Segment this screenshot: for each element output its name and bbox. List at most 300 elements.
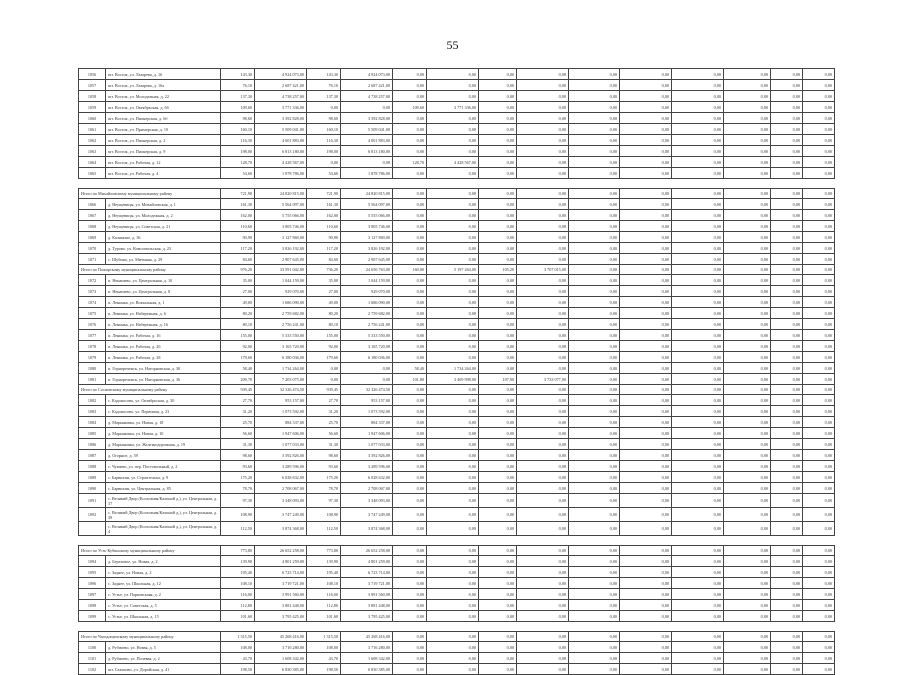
value-cell: 0,00 xyxy=(517,124,569,135)
value-cell: 0,00 xyxy=(803,80,835,91)
value-cell: 0,00 xyxy=(569,472,620,483)
value-cell: 0,00 xyxy=(803,102,835,113)
value-cell: 0,00 xyxy=(771,395,803,406)
value-cell: 0,00 xyxy=(620,69,672,80)
value-cell: 0,00 xyxy=(803,91,835,102)
value-cell: 0,00 xyxy=(569,168,620,179)
value-cell: 0,00 xyxy=(672,406,724,417)
value-cell: 2 708 067,00 xyxy=(255,483,307,494)
value-cell: 0,00 xyxy=(427,135,479,146)
value-cell: 6 028 632,00 xyxy=(255,472,307,483)
value-cell: 1 608 342,00 xyxy=(255,653,307,664)
value-cell: 0,00 xyxy=(517,417,569,428)
value-cell: 0,00 xyxy=(803,406,835,417)
total-cell: 0,00 xyxy=(724,632,771,642)
value-cell: 76,10 xyxy=(307,80,341,91)
value-cell: 155,00 xyxy=(307,330,341,341)
value-cell: 0,00 xyxy=(620,664,672,675)
value-cell: 0,00 xyxy=(803,363,835,374)
total-cell: 0,00 xyxy=(569,546,620,556)
value-cell: 0,00 xyxy=(517,589,569,600)
value-cell: 0,00 xyxy=(307,157,341,168)
value-cell: 0,00 xyxy=(427,494,479,508)
value-cell: 0,00 xyxy=(724,395,771,406)
value-cell: 0,00 xyxy=(479,417,517,428)
value-cell: 0,00 xyxy=(724,124,771,135)
value-cell: 0,00 xyxy=(803,330,835,341)
table-row xyxy=(79,395,835,406)
table-row xyxy=(79,556,835,567)
value-cell: 5 333 550,00 xyxy=(341,330,393,341)
value-cell: 0,00 xyxy=(517,330,569,341)
value-cell: 0,00 xyxy=(427,653,479,664)
value-cell: 0,00 xyxy=(803,275,835,286)
address-cell: с. Великий Двор (Колхозная/Калиной д.), ул. Центральная, д. 37 xyxy=(106,494,221,508)
value-cell: 0,00 xyxy=(672,157,724,168)
value-cell: 0,00 xyxy=(803,417,835,428)
value-cell: 0,00 xyxy=(620,483,672,494)
address-cell: шт. Восток, ул. Октябрьская, д. 6б xyxy=(106,102,221,113)
value-cell: 0,00 xyxy=(803,308,835,319)
value-cell: 0,00 xyxy=(620,113,672,124)
value-cell: 35,00 xyxy=(307,275,341,286)
value-cell: 0,00 xyxy=(427,589,479,600)
total-cell: 0,00 xyxy=(427,189,479,199)
value-cell: 0,00 xyxy=(517,600,569,611)
value-cell: 0,00 xyxy=(517,275,569,286)
value-cell: 0,00 xyxy=(517,199,569,210)
table-row xyxy=(79,417,835,428)
total-cell: 0,00 xyxy=(724,265,771,275)
value-cell: 0,00 xyxy=(427,439,479,450)
total-cell: 0,00 xyxy=(517,385,569,395)
total-cell: 0,00 xyxy=(479,385,517,395)
value-cell: 0,00 xyxy=(569,374,620,385)
value-cell: 0,00 xyxy=(672,124,724,135)
value-cell: 0,00 xyxy=(803,600,835,611)
value-cell: 0,00 xyxy=(479,653,517,664)
address-cell: п. Ненашево, ул. Центральная, д. 10 xyxy=(106,275,221,286)
value-cell: 0,00 xyxy=(724,221,771,232)
value-cell: 0,00 xyxy=(672,232,724,243)
value-cell: 0,00 xyxy=(517,146,569,157)
value-cell: 0,00 xyxy=(393,556,427,567)
value-cell: 195,40 xyxy=(221,567,255,578)
value-cell: 0,00 xyxy=(393,199,427,210)
value-cell: 97,30 xyxy=(307,494,341,508)
value-cell: 116,30 xyxy=(221,135,255,146)
value-cell: 0,00 xyxy=(569,210,620,221)
value-cell: 2 759 682,00 xyxy=(341,308,393,319)
value-cell: 6 028 632,00 xyxy=(341,472,393,483)
value-cell: 0,00 xyxy=(479,589,517,600)
spacer-row xyxy=(79,179,835,189)
row-number: 1073 xyxy=(79,286,106,297)
value-cell: 953 157,00 xyxy=(341,395,393,406)
value-cell: 0,00 xyxy=(620,494,672,508)
address-cell: с. Барвихин, ул. Центральная, д. 85 xyxy=(106,483,221,494)
value-cell: 0,00 xyxy=(393,113,427,124)
value-cell: 93,60 xyxy=(307,461,341,472)
value-cell: 0,00 xyxy=(569,461,620,472)
value-cell: 0,00 xyxy=(803,374,835,385)
value-cell: 0,00 xyxy=(393,330,427,341)
value-cell: 0,00 xyxy=(724,352,771,363)
value-cell: 58,40 xyxy=(393,363,427,374)
value-cell: 0,00 xyxy=(517,80,569,91)
value-cell: 27,70 xyxy=(307,395,341,406)
table-row xyxy=(79,600,835,611)
table-row xyxy=(79,232,835,243)
total-cell: 24 820 815,00 xyxy=(255,189,307,199)
value-cell: 0,00 xyxy=(672,221,724,232)
value-cell: 0,00 xyxy=(803,221,835,232)
value-cell: 4 738 257,00 xyxy=(255,91,307,102)
value-cell: 0,00 xyxy=(569,352,620,363)
district-total-label: Итого по Усть-Кубинскому муниципальному району xyxy=(79,546,221,556)
value-cell: 0,00 xyxy=(569,69,620,80)
value-cell: 4 001 883,00 xyxy=(341,135,393,146)
value-cell: 0,00 xyxy=(427,600,479,611)
value-cell: 31,20 xyxy=(307,406,341,417)
value-cell: 0,00 xyxy=(393,508,427,522)
value-cell: 0,00 xyxy=(341,374,393,385)
total-cell: 105,20 xyxy=(479,265,517,275)
value-cell: 0,00 xyxy=(724,494,771,508)
address-cell: с. Устье, ул. Парковскаяя, д. 2 xyxy=(106,589,221,600)
value-cell: 0,00 xyxy=(569,600,620,611)
value-cell: 0,00 xyxy=(803,352,835,363)
value-cell: 0,00 xyxy=(569,508,620,522)
value-cell: 0,00 xyxy=(672,286,724,297)
total-cell: 0,00 xyxy=(724,385,771,395)
value-cell: 0,00 xyxy=(427,395,479,406)
value-cell: 0,00 xyxy=(771,653,803,664)
value-cell: 0,00 xyxy=(569,589,620,600)
value-cell: 195,40 xyxy=(307,567,341,578)
table-row xyxy=(79,124,835,135)
value-cell: 0,00 xyxy=(672,600,724,611)
value-cell: 0,00 xyxy=(479,483,517,494)
value-cell: 0,00 xyxy=(803,494,835,508)
value-cell: 1 073 592,00 xyxy=(341,406,393,417)
row-number: 1098 xyxy=(79,600,106,611)
value-cell: 0,00 xyxy=(479,567,517,578)
value-cell: 3 874 368,00 xyxy=(341,522,393,536)
value-cell: 0,00 xyxy=(620,80,672,91)
row-number: 1071 xyxy=(79,254,106,265)
value-cell: 0,00 xyxy=(569,556,620,567)
value-cell: 0,00 xyxy=(517,286,569,297)
table-row xyxy=(79,275,835,286)
value-cell: 0,00 xyxy=(393,168,427,179)
value-cell: 0,00 xyxy=(724,417,771,428)
table-row xyxy=(79,243,835,254)
address-cell: п. Ленинка, ул. Набережная, д. 16 xyxy=(106,319,221,330)
row-number: 1078 xyxy=(79,341,106,352)
district-total-label: Итого по Михайловскому муниципальному району xyxy=(79,189,221,199)
value-cell: 0,00 xyxy=(393,653,427,664)
total-cell: 0,00 xyxy=(479,189,517,199)
total-cell: 0,00 xyxy=(672,385,724,395)
value-cell: 0,00 xyxy=(803,472,835,483)
value-cell: 0,00 xyxy=(479,308,517,319)
value-cell: 0,00 xyxy=(427,417,479,428)
value-cell: 3 716 280,00 xyxy=(255,642,307,653)
value-cell: 0,00 xyxy=(569,243,620,254)
value-cell: 0,00 xyxy=(569,578,620,589)
total-cell: 0,00 xyxy=(771,632,803,642)
value-cell: 0,00 xyxy=(620,522,672,536)
value-cell: 0,00 xyxy=(724,210,771,221)
row-number: 1077 xyxy=(79,330,106,341)
value-cell: 0,00 xyxy=(479,508,517,522)
value-cell: 116,00 xyxy=(307,589,341,600)
value-cell: 98,60 xyxy=(307,113,341,124)
value-cell: 49,00 xyxy=(221,297,255,308)
row-number: 1100 xyxy=(79,642,106,653)
value-cell: 0,00 xyxy=(393,472,427,483)
value-cell: 0,00 xyxy=(427,611,479,622)
table-row xyxy=(79,522,835,536)
district-total-row xyxy=(79,632,835,642)
value-cell: 92,00 xyxy=(307,341,341,352)
value-cell: 0,00 xyxy=(569,406,620,417)
value-cell: 116,30 xyxy=(307,135,341,146)
value-cell: 78,70 xyxy=(221,483,255,494)
value-cell: 0,00 xyxy=(771,91,803,102)
value-cell: 0,00 xyxy=(771,406,803,417)
table-row xyxy=(79,221,835,232)
value-cell: 0,00 xyxy=(803,483,835,494)
value-cell: 0,00 xyxy=(393,522,427,536)
value-cell: 0,00 xyxy=(803,589,835,600)
value-cell: 0,00 xyxy=(569,319,620,330)
value-cell: 0,00 xyxy=(427,286,479,297)
district-total-label: Итого по Сосновскому муниципальному району xyxy=(79,385,221,395)
spacer-row xyxy=(79,622,835,632)
value-cell: 1 044 159,00 xyxy=(341,275,393,286)
row-number: 1094 xyxy=(79,556,106,567)
value-cell: 0,00 xyxy=(724,232,771,243)
table-row xyxy=(79,567,835,578)
total-cell: 24 820 815,00 xyxy=(341,189,393,199)
value-cell: 0,00 xyxy=(569,254,620,265)
value-cell: 198,50 xyxy=(221,664,255,675)
district-total-row xyxy=(79,189,835,199)
value-cell: 0,00 xyxy=(479,210,517,221)
value-cell: 84,60 xyxy=(307,254,341,265)
value-cell: 54,60 xyxy=(221,168,255,179)
total-cell: 0,00 xyxy=(569,632,620,642)
value-cell: 90,90 xyxy=(221,232,255,243)
address-cell: с. Кадоносово, ул. Первомая, д. 23 xyxy=(106,406,221,417)
value-cell: 0,00 xyxy=(479,168,517,179)
total-cell: 773,80 xyxy=(221,546,255,556)
value-cell: 0,00 xyxy=(569,199,620,210)
value-cell: 0,00 xyxy=(771,374,803,385)
value-cell: 7 203 075,00 xyxy=(255,374,307,385)
value-cell: 0,00 xyxy=(672,461,724,472)
value-cell: 0,00 xyxy=(517,210,569,221)
value-cell: 0,00 xyxy=(620,472,672,483)
value-cell: 0,00 xyxy=(771,124,803,135)
value-cell: 0,00 xyxy=(672,297,724,308)
value-cell: 0,00 xyxy=(393,69,427,80)
value-cell: 0,00 xyxy=(620,508,672,522)
row-number: 1092 xyxy=(79,508,106,522)
value-cell: 0,00 xyxy=(517,494,569,508)
value-cell: 0,00 xyxy=(569,522,620,536)
row-number: 1082 xyxy=(79,395,106,406)
value-cell: 0,00 xyxy=(771,352,803,363)
address-cell: п. Ненашево, ул. Центральная, д. 8 xyxy=(106,286,221,297)
value-cell: 0,00 xyxy=(393,80,427,91)
address-cell: с. Великий Двор (Колхозная/Калиной д.), ул. Центральная, д. 39 xyxy=(106,508,221,522)
value-cell: 0,00 xyxy=(479,146,517,157)
total-cell: 0,00 xyxy=(672,546,724,556)
value-cell: 5 755 066,00 xyxy=(255,210,307,221)
value-cell: 3 348 093,00 xyxy=(341,494,393,508)
value-cell: 0,00 xyxy=(393,124,427,135)
value-cell: 0,00 xyxy=(771,308,803,319)
value-cell: 0,00 xyxy=(569,275,620,286)
value-cell: 6 830 385,00 xyxy=(255,664,307,675)
total-cell: 0,00 xyxy=(771,546,803,556)
value-cell: 137,30 xyxy=(221,91,255,102)
total-cell: 0,00 xyxy=(771,385,803,395)
value-cell: 116,00 xyxy=(221,589,255,600)
value-cell: 0,00 xyxy=(771,102,803,113)
address-cell: п. Горнореченск, ул. Нагорновская, д. 36 xyxy=(106,374,221,385)
value-cell: 0,00 xyxy=(393,406,427,417)
value-cell: 0,00 xyxy=(620,578,672,589)
value-cell: 0,00 xyxy=(393,243,427,254)
value-cell: 0,00 xyxy=(427,146,479,157)
value-cell: 56,60 xyxy=(307,428,341,439)
value-cell: 1 686 090,00 xyxy=(341,297,393,308)
value-cell: 0,00 xyxy=(724,254,771,265)
row-number: 1074 xyxy=(79,297,106,308)
value-cell: 0,00 xyxy=(393,308,427,319)
value-cell: 128,70 xyxy=(221,157,255,168)
value-cell: 108,90 xyxy=(221,508,255,522)
district-total-row xyxy=(79,385,835,395)
value-cell: 0,00 xyxy=(724,113,771,124)
value-cell: 0,00 xyxy=(427,199,479,210)
value-cell: 0,00 xyxy=(724,168,771,179)
value-cell: 0,00 xyxy=(803,168,835,179)
address-cell: шт. Восток, ул. Лазарева, д. 16а xyxy=(106,80,221,91)
value-cell: 0,00 xyxy=(803,567,835,578)
total-cell: 0,00 xyxy=(672,265,724,275)
value-cell: 78,70 xyxy=(307,483,341,494)
value-cell: 161,30 xyxy=(221,199,255,210)
address-cell: с. Заднее, ул. Новая, д. 2 xyxy=(106,567,221,578)
value-cell: 2 907 645,00 xyxy=(255,254,307,265)
value-cell: 0,00 xyxy=(479,428,517,439)
value-cell: 139,90 xyxy=(307,556,341,567)
value-cell: 0,00 xyxy=(393,232,427,243)
value-cell: 0,00 xyxy=(517,522,569,536)
value-cell: 143,30 xyxy=(221,69,255,80)
value-cell: 0,00 xyxy=(672,254,724,265)
total-cell: 0,00 xyxy=(620,546,672,556)
value-cell: 76,10 xyxy=(221,80,255,91)
district-total-label: Итого по Пожарскому муниципальному району xyxy=(79,265,221,275)
value-cell: 0,00 xyxy=(479,664,517,675)
value-cell: 884 337,00 xyxy=(341,417,393,428)
value-cell: 0,00 xyxy=(393,297,427,308)
value-cell: 0,00 xyxy=(724,439,771,450)
value-cell: 80,20 xyxy=(307,308,341,319)
value-cell: 0,00 xyxy=(517,395,569,406)
value-cell: 0,00 xyxy=(427,664,479,675)
value-cell: 0,00 xyxy=(771,319,803,330)
value-cell: 4 801 259,00 xyxy=(255,556,307,567)
total-cell: 0,00 xyxy=(620,385,672,395)
value-cell: 0,00 xyxy=(427,168,479,179)
address-cell: д. Калинино, д. 36 xyxy=(106,232,221,243)
value-cell: 0,00 xyxy=(479,275,517,286)
value-cell: 162,00 xyxy=(221,210,255,221)
value-cell: 0,00 xyxy=(672,91,724,102)
value-cell: 0,00 xyxy=(569,286,620,297)
value-cell: 0,00 xyxy=(393,428,427,439)
value-cell: 0,00 xyxy=(803,341,835,352)
value-cell: 0,00 xyxy=(393,146,427,157)
value-cell: 4 428 567,00 xyxy=(427,157,479,168)
row-number: 1081 xyxy=(79,374,106,385)
table-row xyxy=(79,374,835,385)
value-cell: 0,00 xyxy=(724,406,771,417)
value-cell: 0,00 xyxy=(393,589,427,600)
value-cell: 0,00 xyxy=(771,522,803,536)
value-cell: 0,00 xyxy=(620,168,672,179)
spacer-row xyxy=(79,536,835,546)
value-cell: 27,00 xyxy=(221,286,255,297)
value-cell: 80,10 xyxy=(307,319,341,330)
value-cell: 97,30 xyxy=(221,494,255,508)
total-cell: 0,00 xyxy=(427,546,479,556)
value-cell: 143,30 xyxy=(307,69,341,80)
value-cell: 929 070,00 xyxy=(255,286,307,297)
value-cell: 101,60 xyxy=(221,611,255,622)
value-cell: 0,00 xyxy=(479,611,517,622)
value-cell: 1 044 159,00 xyxy=(255,275,307,286)
value-cell: 0,00 xyxy=(672,589,724,600)
total-cell: 3 707 015,00 xyxy=(517,265,569,275)
value-cell: 0,00 xyxy=(771,168,803,179)
value-cell: 0,00 xyxy=(517,611,569,622)
total-cell: 0,00 xyxy=(724,189,771,199)
row-number: 1102 xyxy=(79,664,106,675)
value-cell: 0,00 xyxy=(672,102,724,113)
table-row xyxy=(79,146,835,157)
value-cell: 0,00 xyxy=(393,417,427,428)
value-cell: 3 991 560,00 xyxy=(255,589,307,600)
value-cell: 0,00 xyxy=(427,578,479,589)
value-cell: 0,00 xyxy=(724,80,771,91)
value-cell: 3 771 336,00 xyxy=(427,102,479,113)
row-number: 1101 xyxy=(79,653,106,664)
value-cell: 0,00 xyxy=(803,439,835,450)
value-cell: 0,00 xyxy=(672,69,724,80)
value-cell: 0,00 xyxy=(341,363,393,374)
value-cell: 0,00 xyxy=(724,461,771,472)
value-cell: 1 077 033,00 xyxy=(255,439,307,450)
value-cell: 0,00 xyxy=(517,483,569,494)
